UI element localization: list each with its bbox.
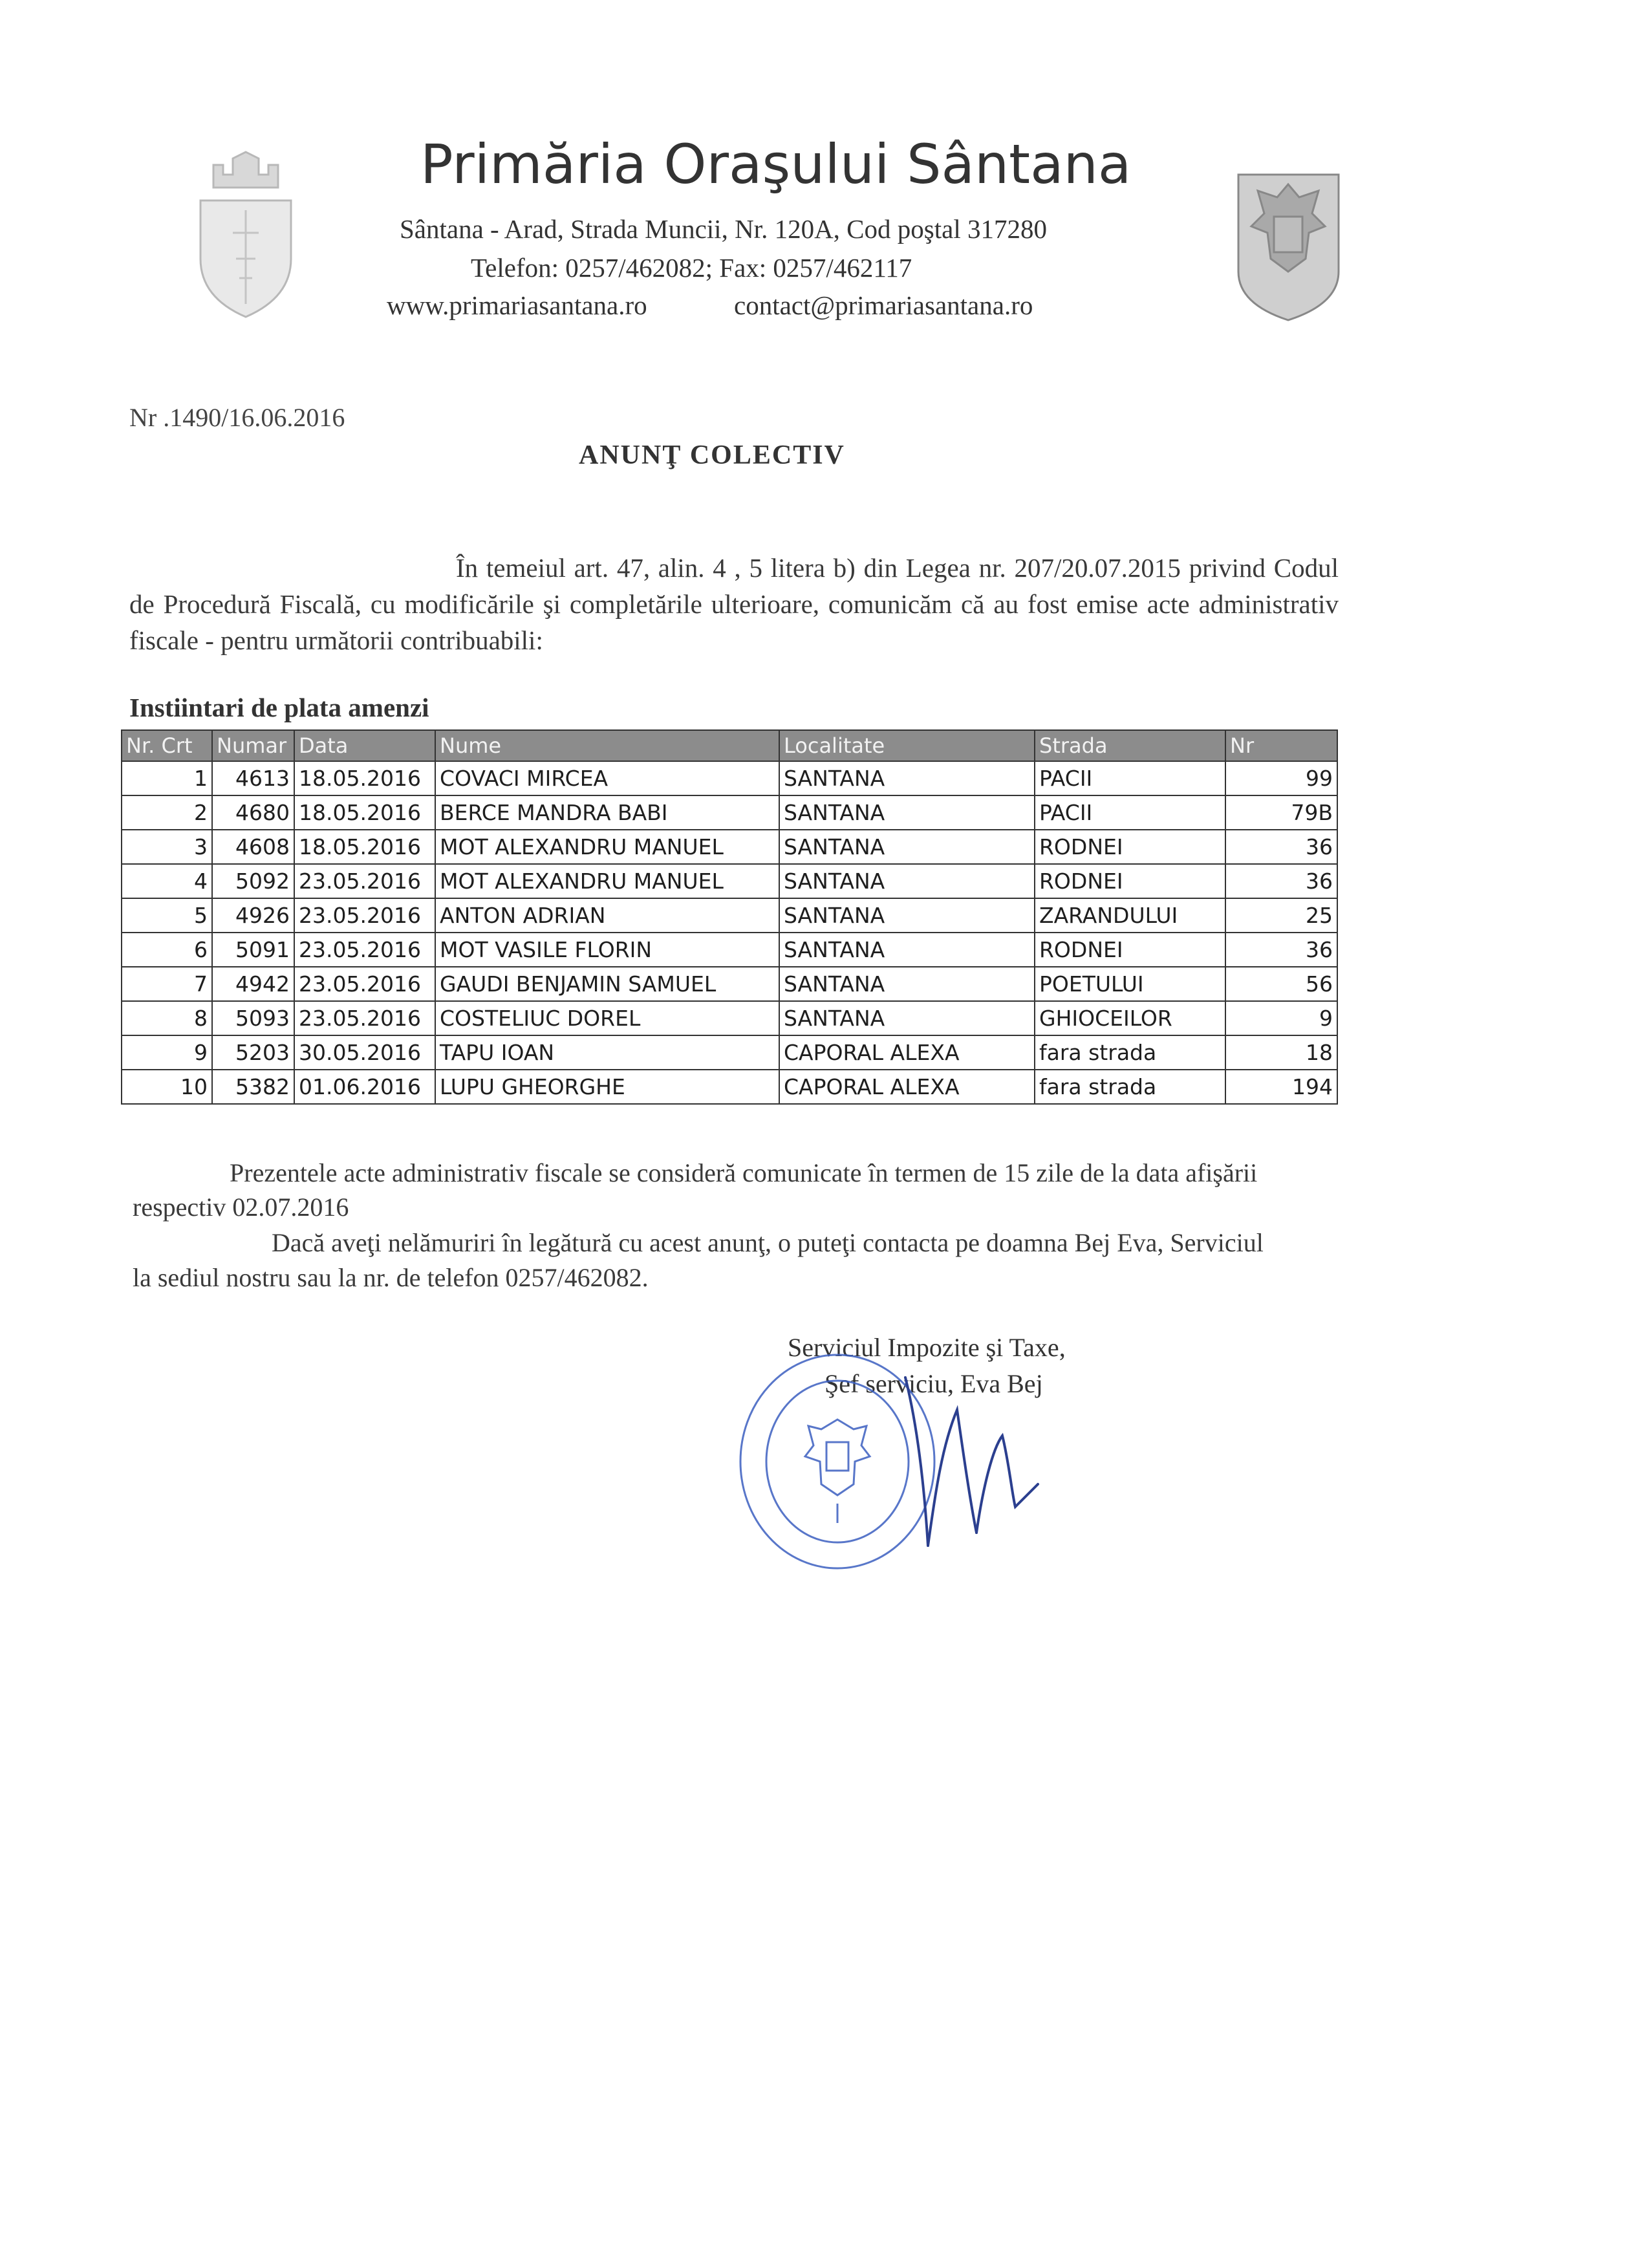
nr-cell: 79B	[1225, 795, 1337, 830]
nume-cell: COVACI MIRCEA	[435, 761, 779, 795]
nume-cell: TAPU IOAN	[435, 1035, 779, 1070]
numar-cell: 4613	[212, 761, 294, 795]
signature-department: Serviciul Impozite şi Taxe,	[788, 1333, 1066, 1362]
column-header: Data	[294, 730, 435, 761]
table-row	[122, 1035, 1337, 1070]
nr-cell: 18	[1225, 1035, 1337, 1070]
localitate-cell: CAPORAL ALEXA	[779, 1035, 1035, 1070]
data-cell: 23.05.2016	[294, 1001, 435, 1035]
intro-paragraph: În temeiul art. 47, alin. 4 , 5 litera b) din Legea nr. 207/20.07.2015 privind Codul de Procedură Fiscală, cu modificările şi completările ulterioare, comunicăm că au fost emise acte administrativ fiscale - pentru următorii contribuabili:	[129, 553, 1339, 655]
localitate-cell: SANTANA	[779, 933, 1035, 967]
row-number-cell: 8	[122, 1001, 212, 1035]
city-coat-of-arms-logo	[188, 149, 304, 320]
column-header: Localitate	[779, 730, 1035, 761]
row-number-cell: 1	[122, 761, 212, 795]
data-cell: 23.05.2016	[294, 967, 435, 1001]
strada-cell: PACII	[1035, 761, 1225, 795]
row-number-cell: 2	[122, 795, 212, 830]
row-number-cell: 9	[122, 1035, 212, 1070]
signature-role: Şef serviciu, Eva Bej	[824, 1369, 1043, 1398]
numar-cell: 4680	[212, 795, 294, 830]
strada-cell: POETULUI	[1035, 967, 1225, 1001]
localitate-cell: CAPORAL ALEXA	[779, 1070, 1035, 1104]
row-number-cell: 3	[122, 830, 212, 864]
numar-cell: 5092	[212, 864, 294, 898]
localitate-cell: SANTANA	[779, 830, 1035, 864]
strada-cell: ZARANDULUI	[1035, 898, 1225, 933]
nume-cell: GAUDI BENJAMIN SAMUEL	[435, 967, 779, 1001]
nr-cell: 56	[1225, 967, 1337, 1001]
table-row	[122, 1070, 1337, 1104]
strada-cell: RODNEI	[1035, 933, 1225, 967]
row-number-cell: 5	[122, 898, 212, 933]
table-row	[122, 967, 1337, 1001]
strada-cell: RODNEI	[1035, 864, 1225, 898]
row-number-cell: 6	[122, 933, 212, 967]
document-number: Nr .1490/16.06.2016	[129, 403, 345, 432]
nume-cell: MOT VASILE FLORIN	[435, 933, 779, 967]
data-cell: 01.06.2016	[294, 1070, 435, 1104]
contact-line: Telefon: 0257/462082; Fax: 0257/462117	[471, 253, 912, 283]
nume-cell: LUPU GHEORGHE	[435, 1070, 779, 1104]
column-header: Nr. Crt	[122, 730, 212, 761]
nr-cell: 99	[1225, 761, 1337, 795]
numar-cell: 5382	[212, 1070, 294, 1104]
row-number-cell: 7	[122, 967, 212, 1001]
footer-line-1: Prezentele acte administrativ fiscale se consideră comunicate în termen de 15 zile de la data afişării	[230, 1158, 1258, 1187]
nume-cell: ANTON ADRIAN	[435, 898, 779, 933]
nr-cell: 36	[1225, 864, 1337, 898]
table-row	[122, 898, 1337, 933]
footer-line-2: respectiv 02.07.2016	[133, 1193, 349, 1222]
data-cell: 23.05.2016	[294, 864, 435, 898]
row-number-cell: 4	[122, 864, 212, 898]
strada-cell: PACII	[1035, 795, 1225, 830]
footer-line-3: Dacă aveţi nelămuriri în legătură cu acest anunţ, o puteţi contacta pe doamna Bej Eva, Serviciul	[272, 1228, 1264, 1257]
handwritten-signature	[879, 1339, 1048, 1552]
document-heading: ANUNŢ COLECTIV	[579, 440, 845, 470]
localitate-cell: SANTANA	[779, 1001, 1035, 1035]
website-link[interactable]: www.primariasantana.ro	[387, 290, 647, 320]
table-row	[122, 864, 1337, 898]
nume-cell: COSTELIUC DOREL	[435, 1001, 779, 1035]
nume-cell: MOT ALEXANDRU MANUEL	[435, 830, 779, 864]
strada-cell: GHIOCEILOR	[1035, 1001, 1225, 1035]
nr-cell: 36	[1225, 933, 1337, 967]
footer-line-4: la sediul nostru sau la nr. de telefon 0257/462082.	[133, 1263, 649, 1292]
localitate-cell: SANTANA	[779, 795, 1035, 830]
email-link[interactable]: contact@primariasantana.ro	[734, 290, 1033, 320]
section-title: Instiintari de plata amenzi	[129, 693, 429, 722]
nr-cell: 9	[1225, 1001, 1337, 1035]
numar-cell: 5203	[212, 1035, 294, 1070]
column-header: Nume	[435, 730, 779, 761]
strada-cell: RODNEI	[1035, 830, 1225, 864]
table-row	[122, 1001, 1337, 1035]
page-title: Primăria Oraşului Sântana	[420, 133, 1132, 196]
table-header-row	[122, 730, 1337, 761]
column-header: Strada	[1035, 730, 1225, 761]
data-cell: 23.05.2016	[294, 898, 435, 933]
numar-cell: 5093	[212, 1001, 294, 1035]
strada-cell: fara strada	[1035, 1035, 1225, 1070]
numar-cell: 5091	[212, 933, 294, 967]
data-cell: 23.05.2016	[294, 933, 435, 967]
localitate-cell: SANTANA	[779, 761, 1035, 795]
table-row	[122, 761, 1337, 795]
fines-table	[121, 729, 1338, 1105]
numar-cell: 4608	[212, 830, 294, 864]
address-line: Sântana - Arad, Strada Muncii, Nr. 120A, Cod poştal 317280	[400, 214, 1047, 244]
localitate-cell: SANTANA	[779, 864, 1035, 898]
table-row	[122, 933, 1337, 967]
table-row	[122, 830, 1337, 864]
data-cell: 30.05.2016	[294, 1035, 435, 1070]
nume-cell: BERCE MANDRA BABI	[435, 795, 779, 830]
localitate-cell: SANTANA	[779, 898, 1035, 933]
data-cell: 18.05.2016	[294, 761, 435, 795]
strada-cell: fara strada	[1035, 1070, 1225, 1104]
numar-cell: 4942	[212, 967, 294, 1001]
localitate-cell: SANTANA	[779, 967, 1035, 1001]
column-header: Nr	[1225, 730, 1337, 761]
table-row	[122, 795, 1337, 830]
national-coat-of-arms-logo	[1232, 162, 1345, 323]
column-header: Numar	[212, 730, 294, 761]
numar-cell: 4926	[212, 898, 294, 933]
nr-cell: 25	[1225, 898, 1337, 933]
data-cell: 18.05.2016	[294, 830, 435, 864]
data-cell: 18.05.2016	[294, 795, 435, 830]
nr-cell: 36	[1225, 830, 1337, 864]
row-number-cell: 10	[122, 1070, 212, 1104]
nume-cell: MOT ALEXANDRU MANUEL	[435, 864, 779, 898]
nr-cell: 194	[1225, 1070, 1337, 1104]
